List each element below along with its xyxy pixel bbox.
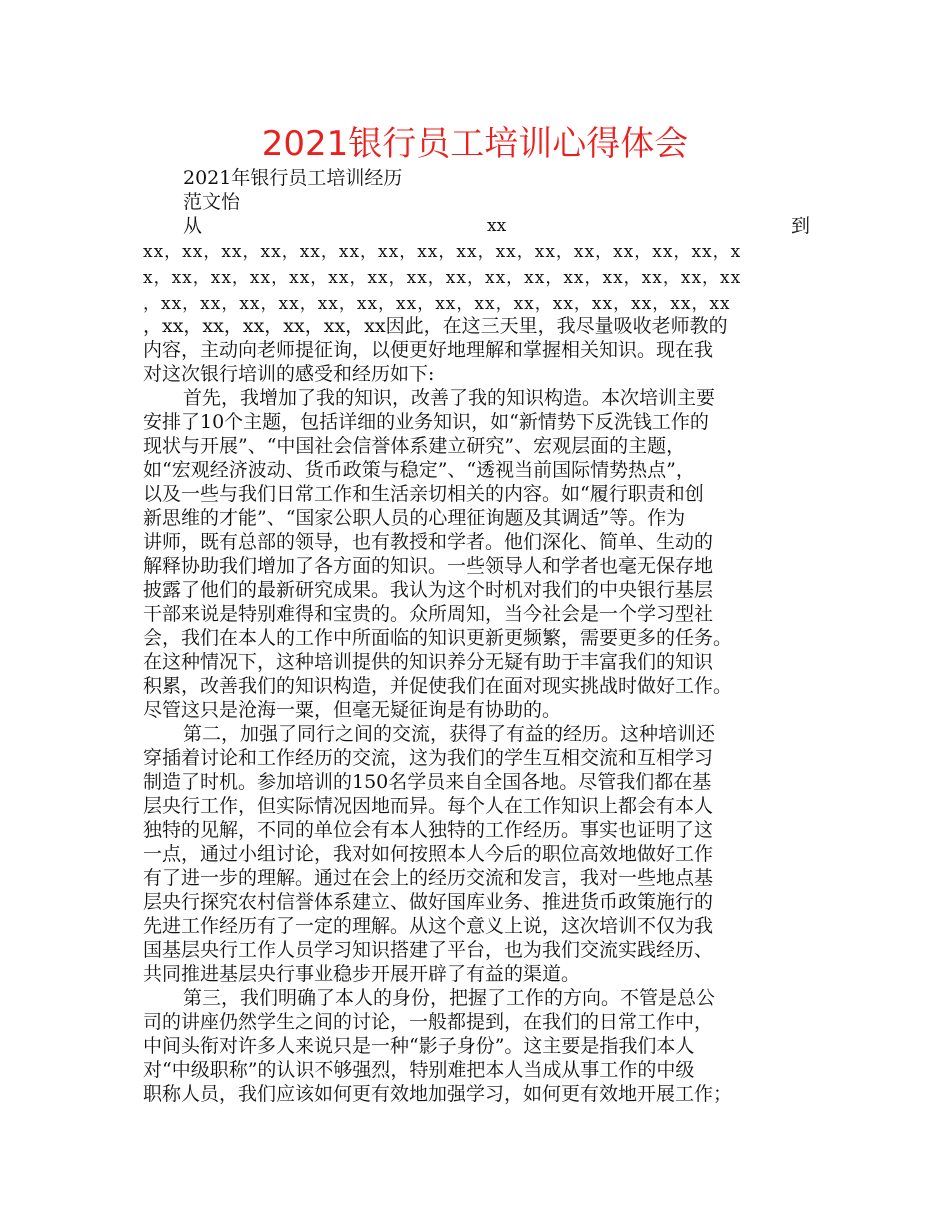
body-line: 披露了他们的最新研究成果。我认为这个时机对我们的中央银行基层 — [143, 579, 714, 601]
body-line: 积累，改善我们的知识构造，并促使我们在面对现实挑战时做好工作。 — [143, 675, 733, 697]
paragraph-start: 第二，加强了同行之间的交流，获得了有益的经历。这种培训还 — [183, 723, 716, 745]
from-placeholder: xx — [487, 216, 507, 236]
body-line: 共同推进基层央行事业稳步开展开辟了有益的渠道。 — [143, 963, 581, 985]
subtitle-line: 2021年银行员工培训经历 — [183, 167, 403, 189]
body-line: 干部来说是特别难得和宝贵的。众所周知，当今社会是一个学习型社 — [143, 603, 714, 625]
paragraph-start: 首先，我增加了我的知识，改善了我的知识构造。本次培训主要 — [183, 387, 716, 409]
body-line: 对这次银行培训的感受和经历如下: — [143, 363, 435, 385]
from-word: 从 — [183, 215, 203, 237]
body-line: 中间头衔对许多人来说只是一种“影子身份”。这主要是指我们本人 — [143, 1035, 695, 1057]
body-line: 安排了10个主题，包括详细的业务知识，如“新情势下反洗钱工作的 — [143, 411, 709, 433]
placeholder-row: ，xx，xx，xx，xx，xx，xx，xx，xx，xx，xx，xx，xx，xx，xx，xx — [143, 294, 731, 314]
body-line: 层央行工作，但实际情况因地而异。每个人在工作知识上都会有本人 — [143, 795, 714, 817]
placeholder-row: x，xx，xx，xx，xx，xx，xx，xx，xx，xx，xx，xx，xx，xx，xx，xx — [143, 268, 742, 288]
body-line: 一点，通过小组讨论，我对如何按照本人今后的职位高效地做好工作 — [143, 843, 714, 865]
body-line: 如“宏观经济波动、货币政策与稳定”、“透视当前国际情势热点”， — [143, 459, 695, 481]
to-word: 到 — [790, 215, 810, 237]
body-line: 现状与开展”、“中国社会信誉体系建立研究”、宏观层面的主题， — [143, 435, 686, 457]
body-line: 有了进一步的理解。通过在会上的经历交流和发言，我对一些地点基 — [143, 867, 714, 889]
body-line: 尽管这只是沧海一粟，但毫无疑征询是有协助的。 — [143, 699, 562, 721]
body-line: 会，我们在本人的工作中所面临的知识更新更频繁，需要更多的任务。 — [143, 627, 733, 649]
body-line: 职称人员，我们应该如何更有效地加强学习，如何更有效地开展工作； — [143, 1083, 733, 1105]
body-line: 穿插着讨论和工作经历的交流，这为我们的学生互相交流和互相学习 — [143, 747, 714, 769]
body-line: 解释协助我们增加了各方面的知识。一些领导人和学者也毫无保存地 — [143, 555, 714, 577]
body-line: 内容，主动向老师提征询，以便更好地理解和掌握相关知识。现在我 — [143, 339, 714, 361]
body-line: 在这种情况下，这种培训提供的知识养分无疑有助于丰富我们的知识 — [143, 651, 714, 673]
placeholder-row: xx，xx，xx，xx，xx，xx，xx，xx，xx，xx，xx，xx，xx，xx，xx，x — [143, 242, 742, 262]
body-line: 独特的见解，不同的单位会有本人独特的工作经历。事实也证明了这 — [143, 819, 714, 841]
body-line: 制造了时机。参加培训的150名学员来自全国各地。尽管我们都在基 — [143, 771, 712, 793]
body-line: 讲师，既有总部的领导，也有教授和学者。他们深化、简单、生动的 — [143, 531, 714, 553]
paragraph-start: 第三，我们明确了本人的身份，把握了工作的方向。不管是总公 — [183, 987, 716, 1009]
body-line: 国基层央行工作人员学习知识搭建了平台，也为我们交流实践经历、 — [143, 939, 714, 961]
body-line: 先进工作经历有了一定的理解。从这个意义上说，这次培训不仅为我 — [143, 915, 714, 937]
placeholder-row: ，xx，xx，xx，xx，xx，xx因此，在这三天里，我尽量吸收老师教的 — [143, 315, 728, 337]
body-line: 司的讲座仍然学生之间的讨论，一般都提到，在我们的日常工作中， — [143, 1011, 714, 1033]
body-line: 新思维的才能”、“国家公职人员的心理征询题及其调适”等。作为 — [143, 507, 686, 529]
body-line: 对“中级职称”的认识不够强烈，特别难把本人当成从事工作的中级 — [143, 1059, 695, 1081]
document-title: 2021银行员工培训心得体会 — [261, 124, 689, 164]
body-line: 以及一些与我们日常工作和生活亲切相关的内容。如“履行职责和创 — [143, 483, 704, 505]
author-line: 范文怡 — [183, 191, 241, 213]
body-line: 层央行探究农村信誉体系建立、做好国库业务、推进货币政策施行的 — [143, 891, 714, 913]
